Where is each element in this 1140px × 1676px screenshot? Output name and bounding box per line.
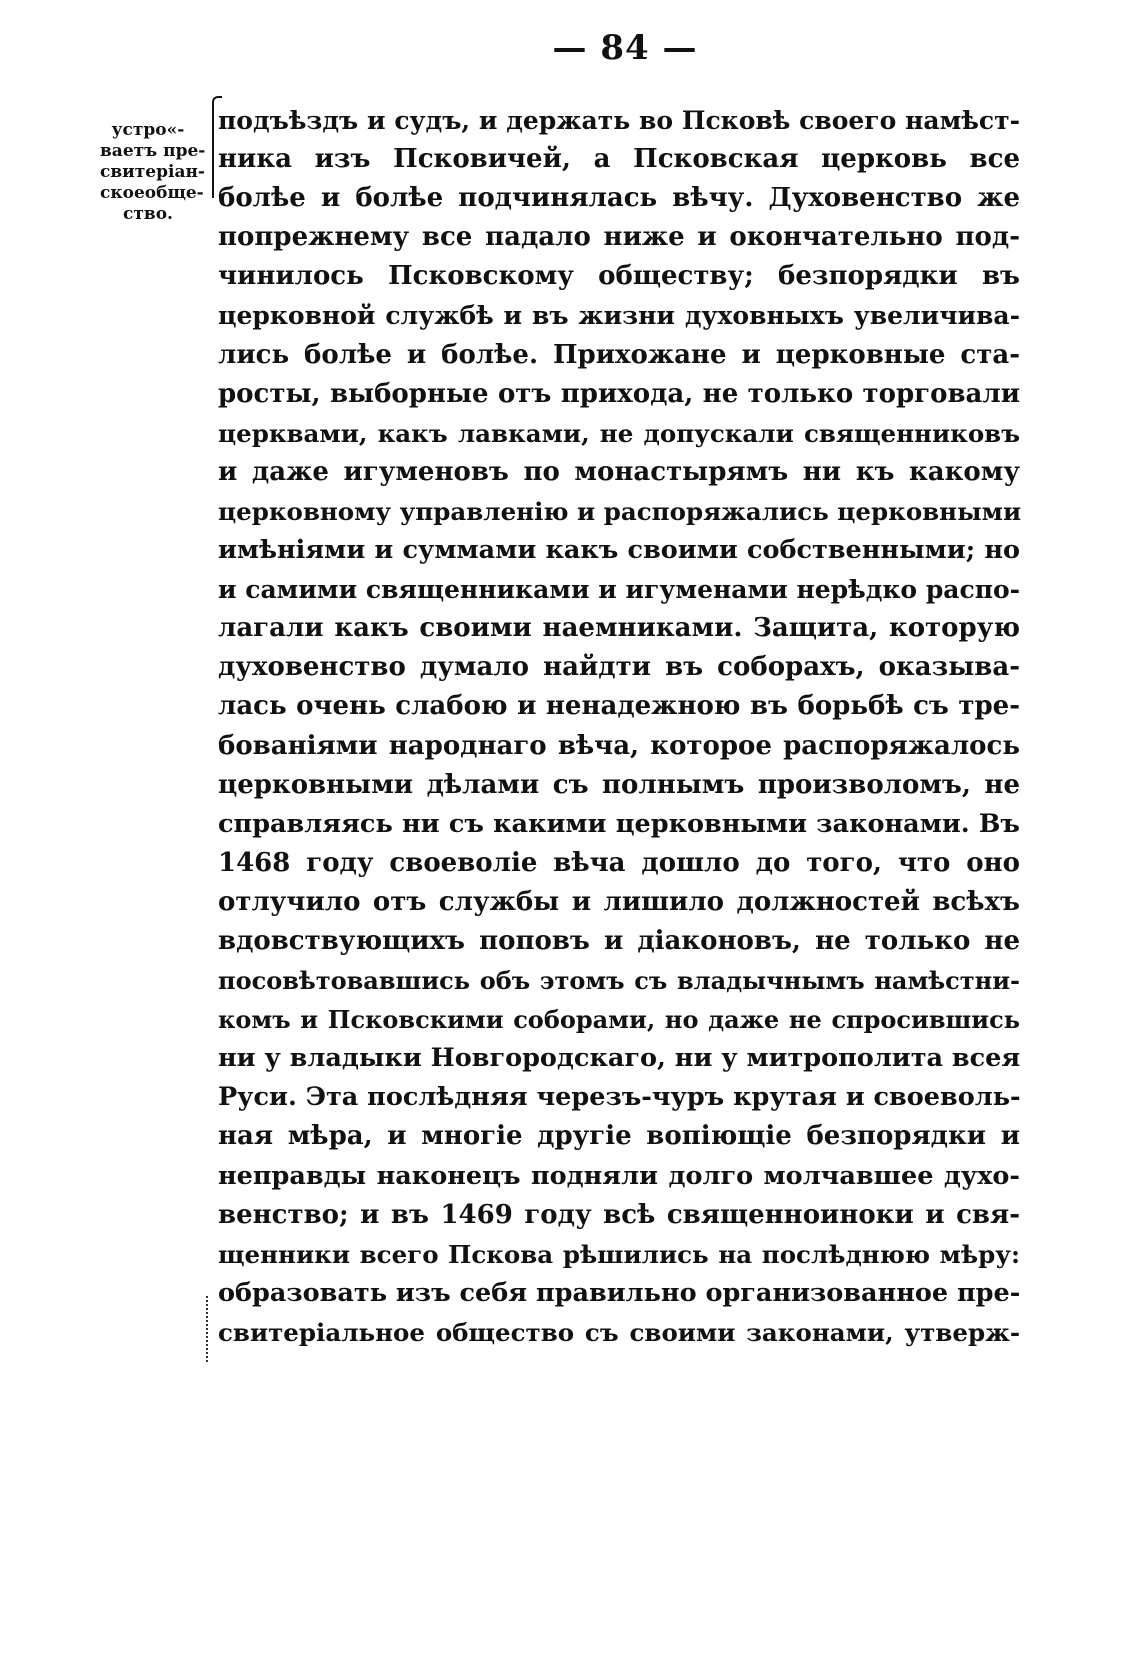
text-line: отлучило отъ службы и лишило должностей всѣхъ xyxy=(218,886,1020,917)
text-line: вдовствующихъ поповъ и діаконовъ, не только не xyxy=(218,925,1020,956)
page-number: — 84 — xyxy=(552,28,698,68)
text-line: неправды наконецъ подняли долго молчавшее духо- xyxy=(218,1160,1020,1191)
text-line: венство; и въ 1469 году всѣ священноиноки и свя- xyxy=(218,1199,1020,1230)
margin-note-line: скоеобще- xyxy=(100,183,204,203)
text-line: духовенство думало найдти въ соборахъ, оказыва- xyxy=(218,652,1020,683)
text-line: лись болѣе и болѣе. Прихожане и церковные ста- xyxy=(218,339,1020,370)
text-line: справляясь ни съ какими церковными законами. Въ xyxy=(218,808,1020,839)
text-line: лась очень слабою и ненадежною въ борьбѣ съ тре- xyxy=(218,691,1020,722)
text-line: церквами, какъ лавками, не допускали священниковъ xyxy=(218,418,1020,448)
text-line: образовать изъ себя правильно организованное пре- xyxy=(218,1277,1021,1308)
text-line: и даже игуменовъ по монастырямъ ни къ какому xyxy=(218,456,1020,487)
text-line: комъ и Псковскими соборами, но даже не спросившись xyxy=(218,1005,1020,1035)
text-line: церковному управленію и распоряжались церковными xyxy=(218,496,1022,526)
text-line: ника изъ Псковичей, а Псковская церковь все xyxy=(218,144,1020,175)
text-line: подъѣздъ и судъ, и держать во Псковѣ своего намѣст- xyxy=(218,106,1020,135)
text-line: болѣе и болѣе подчинялась вѣчу. Духовенство же xyxy=(218,183,1020,214)
margin-note-line: свитеріан- xyxy=(100,162,205,182)
text-line: церковными дѣлами съ полнымъ произволомъ, не xyxy=(218,769,1020,800)
margin-brace-lower xyxy=(206,1296,212,1362)
text-line: церковной службѣ и въ жизни духовныхъ увеличива- xyxy=(218,301,1020,331)
text-line: бованіями народнаго вѣча, которое распоряжалось xyxy=(218,730,1020,761)
body-text xyxy=(218,101,1020,1352)
text-line: имѣніями и суммами какъ своими собственными; но xyxy=(218,535,1020,566)
margin-note-line: устро«- xyxy=(111,120,185,140)
text-line: росты, выборные отъ прихода, не только торговали xyxy=(218,378,1020,409)
text-line: и самими священниками и игуменами нерѣдко распо- xyxy=(218,575,1021,605)
text-line: 1468 году своеволіе вѣча дошло до того, что оно xyxy=(218,847,1020,878)
text-line: ная мѣра, и многіе другіе вопіющіе безпорядки и xyxy=(218,1121,1020,1152)
text-line: щенники всего Пскова рѣшились на послѣднюю мѣру: xyxy=(218,1239,1020,1269)
margin-note xyxy=(100,120,206,225)
margin-note-line: ство. xyxy=(123,204,173,224)
text-line: свитеріальное общество съ своими законами, утверж- xyxy=(218,1317,1020,1347)
text-line: посовѣтовавшись объ этомъ съ владычнымъ намѣстни- xyxy=(218,966,1020,996)
text-line: попрежнему все падало ниже и окончательно под- xyxy=(218,222,1020,253)
margin-note-line: ваетъ пре- xyxy=(100,141,206,161)
text-line: чинилось Псковскому обществу; безпорядки въ xyxy=(218,261,1020,292)
text-line: Руси. Эта послѣдняя черезъ-чуръ крутая и своеволь- xyxy=(218,1082,1021,1113)
text-line: ни у владыки Новгородскаго, ни у митрополита всея xyxy=(218,1043,1021,1074)
text-line: лагали какъ своими наемниками. Защита, которую xyxy=(218,613,1020,644)
